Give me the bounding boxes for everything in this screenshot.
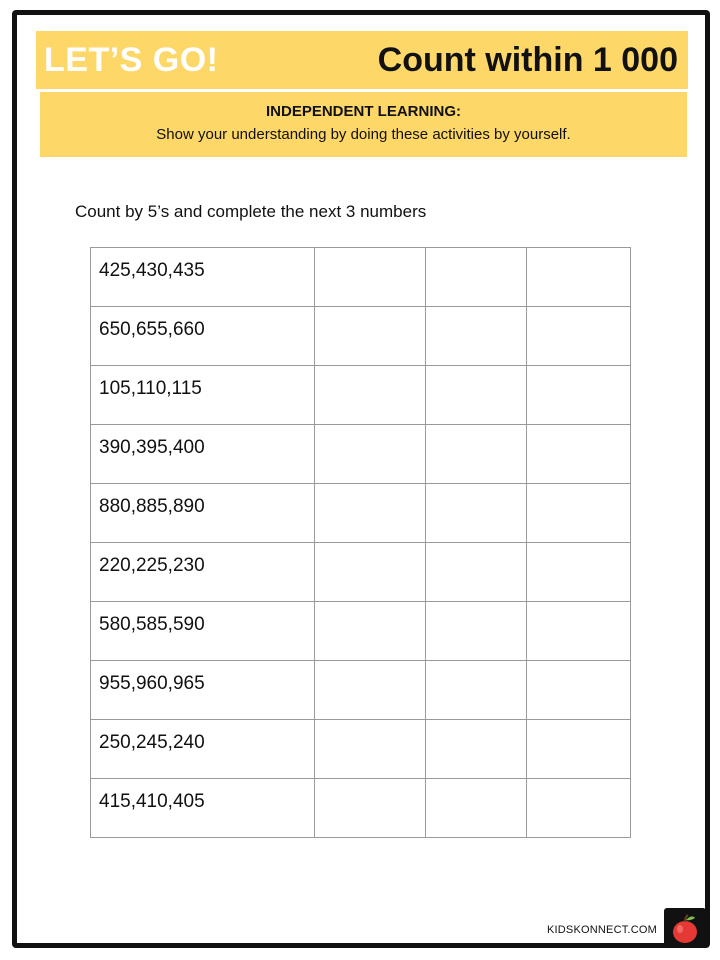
answer-cell-1[interactable]: [315, 602, 426, 661]
sequence-cell: 390,395,400: [91, 425, 315, 484]
answer-cell-3[interactable]: [527, 779, 631, 838]
sequence-cell: 220,225,230: [91, 543, 315, 602]
brand-text: KIDSKONNECT.COM: [547, 924, 657, 936]
answer-cell-3[interactable]: [527, 543, 631, 602]
answer-cell-3[interactable]: [527, 307, 631, 366]
answer-cell-2[interactable]: [426, 543, 527, 602]
table-row: [91, 307, 631, 366]
sequence-cell: 105,110,115: [91, 366, 315, 425]
answer-cell-1[interactable]: [315, 366, 426, 425]
header-bar: [36, 31, 688, 89]
table-row: [91, 779, 631, 838]
answer-cell-3[interactable]: [527, 248, 631, 307]
answer-cell-1[interactable]: [315, 425, 426, 484]
table-row: [91, 366, 631, 425]
sequence-cell: 250,245,240: [91, 720, 315, 779]
answer-cell-3[interactable]: [527, 425, 631, 484]
page-title: Count within 1 000: [377, 41, 678, 79]
answer-cell-2[interactable]: [426, 248, 527, 307]
table-row: [91, 248, 631, 307]
answer-table: [90, 247, 631, 838]
table-row: [91, 661, 631, 720]
answer-cell-1[interactable]: [315, 543, 426, 602]
answer-cell-2[interactable]: [426, 425, 527, 484]
table-row: [91, 720, 631, 779]
sequence-cell: 425,430,435: [91, 248, 315, 307]
answer-cell-1[interactable]: [315, 720, 426, 779]
answer-cell-3[interactable]: [527, 661, 631, 720]
answer-cell-3[interactable]: [527, 484, 631, 543]
table-row: [91, 425, 631, 484]
answer-cell-2[interactable]: [426, 366, 527, 425]
instructions-box: [40, 92, 687, 157]
apple-icon: [664, 908, 706, 948]
answer-cell-2[interactable]: [426, 779, 527, 838]
answer-cell-2[interactable]: [426, 661, 527, 720]
answer-cell-3[interactable]: [527, 602, 631, 661]
answer-cell-1[interactable]: [315, 661, 426, 720]
answer-cell-2[interactable]: [426, 602, 527, 661]
answer-cell-2[interactable]: [426, 720, 527, 779]
answer-cell-2[interactable]: [426, 484, 527, 543]
answer-cell-3[interactable]: [527, 366, 631, 425]
sequence-cell: 880,885,890: [91, 484, 315, 543]
answer-cell-1[interactable]: [315, 484, 426, 543]
answer-cell-1[interactable]: [315, 248, 426, 307]
sequence-cell: 580,585,590: [91, 602, 315, 661]
instructions-text: Show your understanding by doing these activities by yourself.: [156, 126, 571, 143]
activity-prompt: Count by 5’s and complete the next 3 numbers: [75, 202, 427, 221]
answer-cell-1[interactable]: [315, 779, 426, 838]
instructions-title: INDEPENDENT LEARNING:: [265, 103, 461, 120]
answer-cell-1[interactable]: [315, 307, 426, 366]
answer-cell-3[interactable]: [527, 720, 631, 779]
header-left-title: LET’S GO!: [44, 41, 219, 79]
sequence-cell: 415,410,405: [91, 779, 315, 838]
answer-cell-2[interactable]: [426, 307, 527, 366]
sequence-cell: 955,960,965: [91, 661, 315, 720]
table-row: [91, 602, 631, 661]
table-row: [91, 543, 631, 602]
sequence-cell: 650,655,660: [91, 307, 315, 366]
table-row: [91, 484, 631, 543]
